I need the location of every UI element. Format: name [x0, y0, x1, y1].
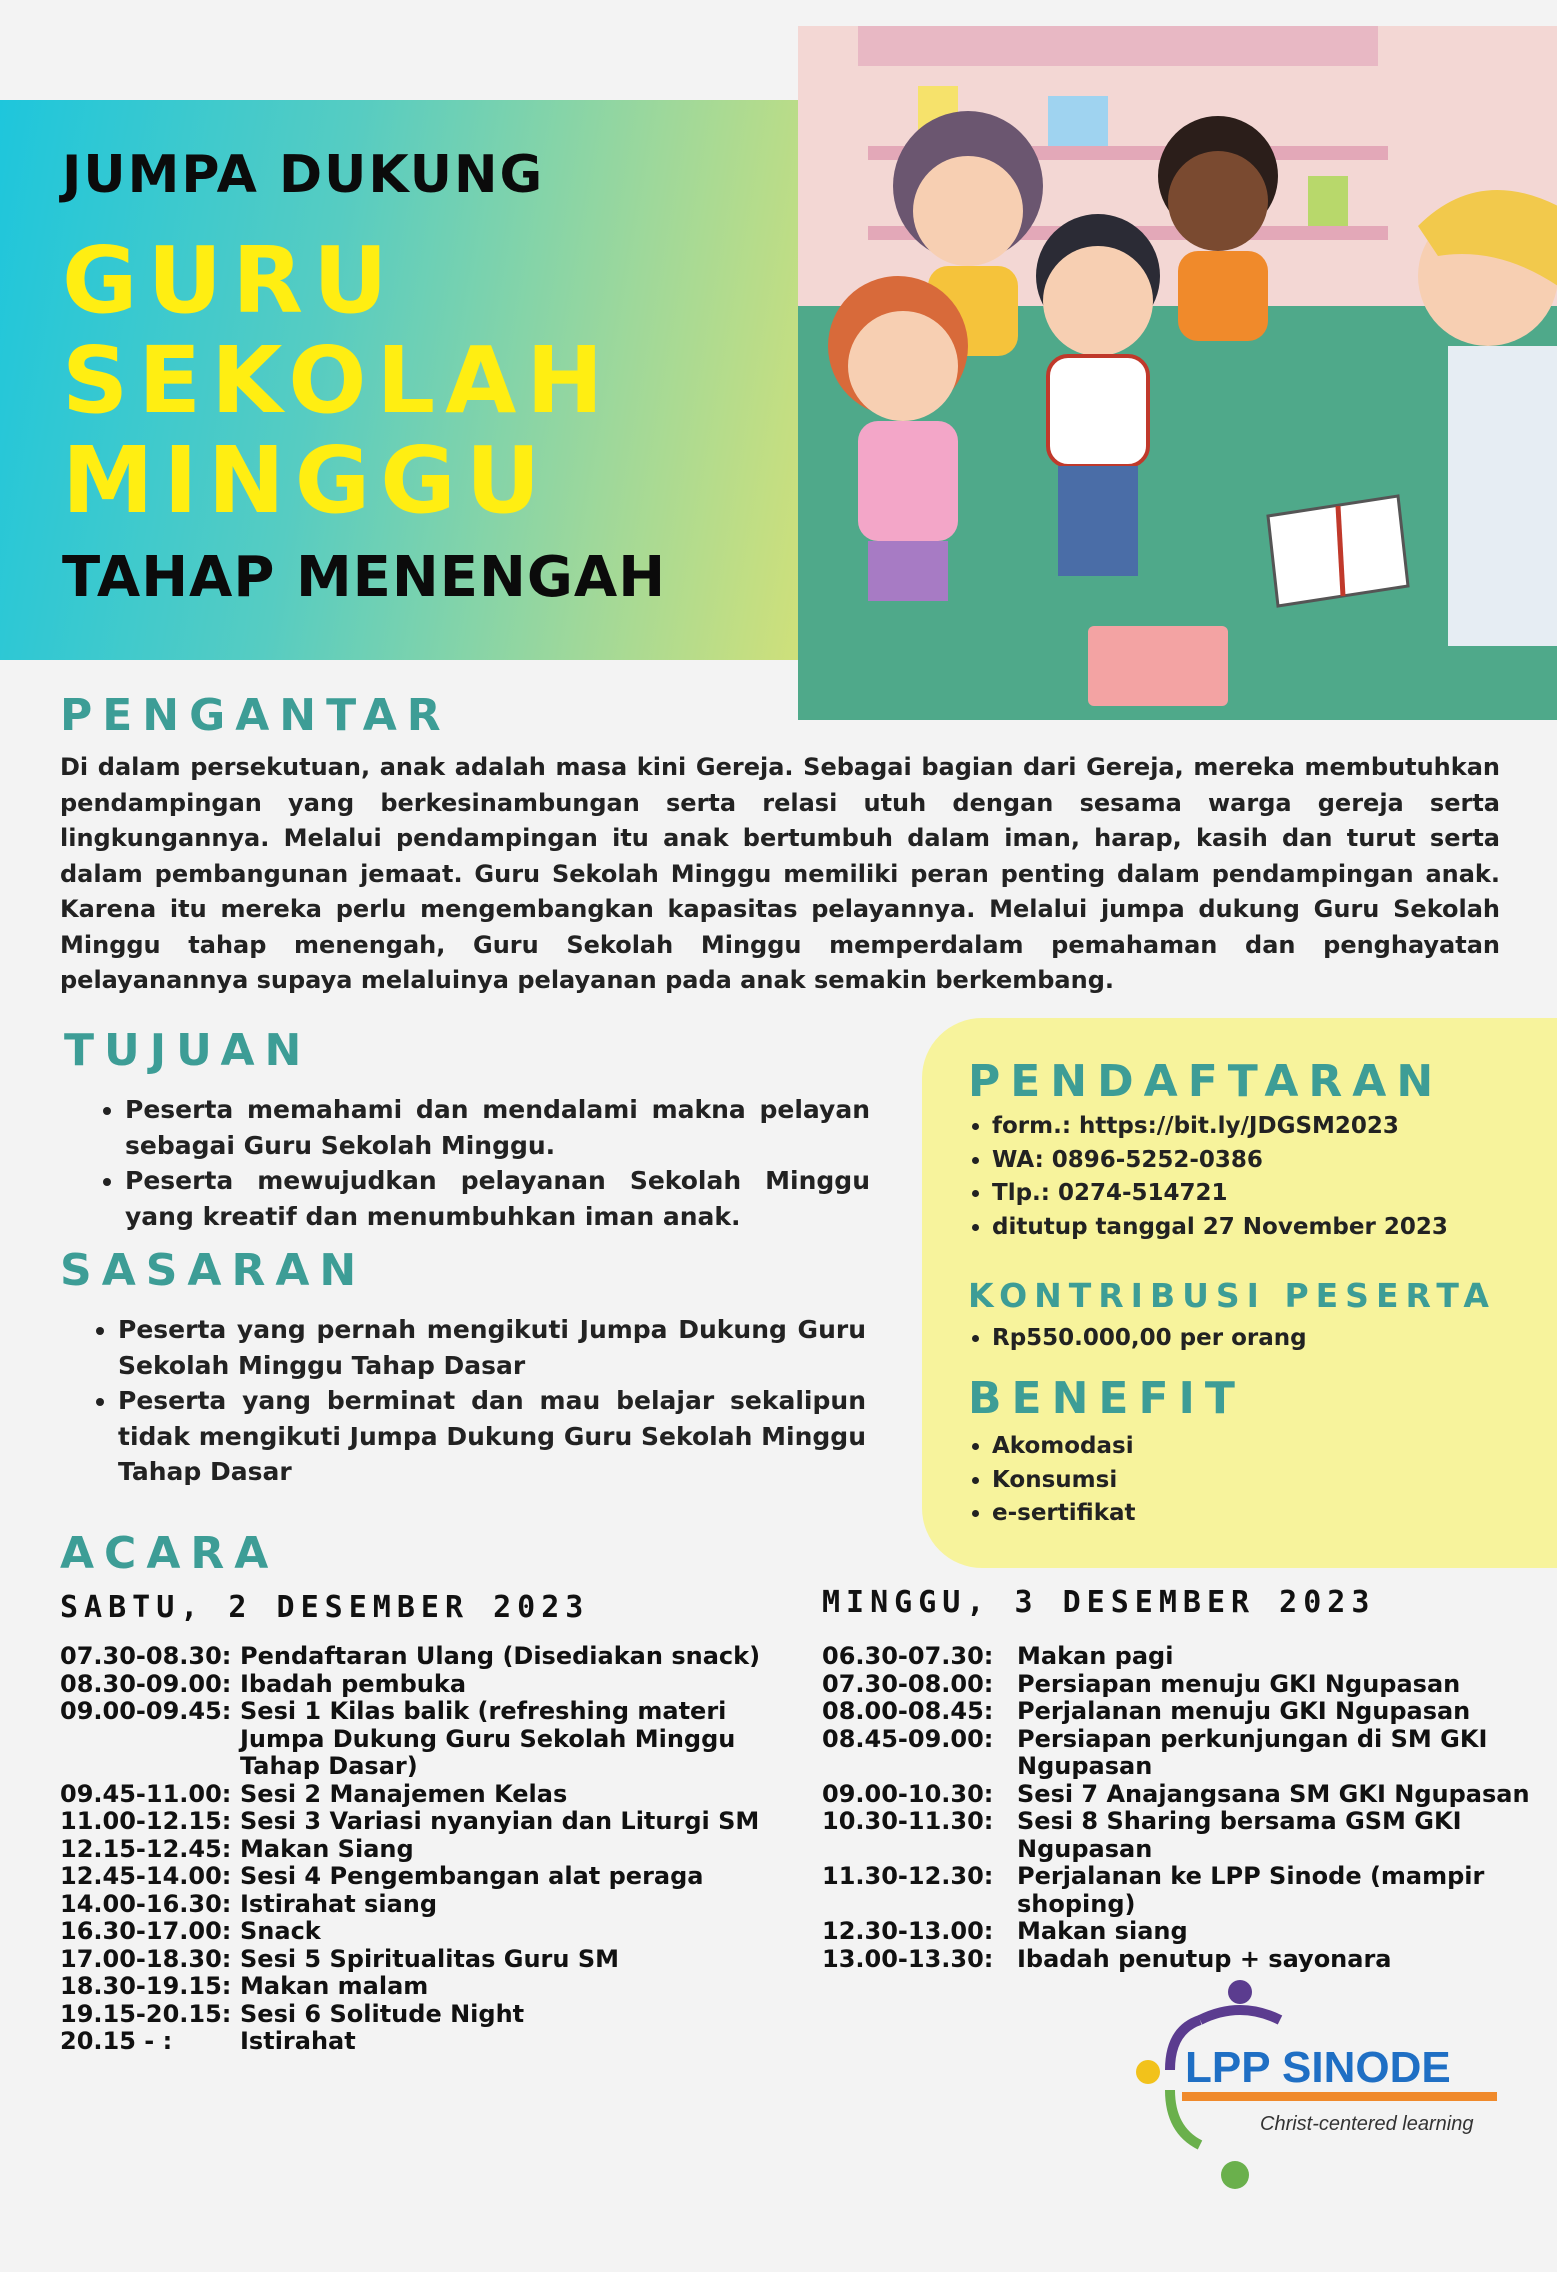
day2-heading: MINGGU, 3 DESEMBER 2023 [822, 1585, 1376, 1620]
tujuan-item: • Peserta memahami dan mendalami makna pelayan sebagai Guru Sekolah Minggu. [125, 1092, 870, 1163]
schedule-row [822, 1918, 1537, 1946]
schedule-activity: Makan Siang [240, 1834, 414, 1863]
schedule-activity: Sesi 8 Sharing bersama GSM GKI Ngupasan [1017, 1807, 1462, 1863]
registration-panel [922, 1018, 1557, 1568]
schedule-activity: Sesi 1 Kilas balik (refreshing materi Jumpa Dukung Guru Sekolah Minggu Tahap Dasar) [240, 1697, 736, 1780]
schedule-row [822, 1671, 1537, 1699]
schedule-time: 12.15-12.45: [60, 1834, 232, 1863]
schedule-activity: Istirahat siang [240, 1889, 438, 1918]
schedule-row [60, 1671, 780, 1699]
schedule-time: 14.00-16.30: [60, 1889, 232, 1918]
logo-name: LPP SINODE [1185, 2043, 1451, 2092]
schedule-time: 13.00-13.30: [822, 1944, 994, 1973]
schedule-activity: Makan malam [240, 1972, 429, 2000]
schedule-row [60, 1973, 780, 2001]
schedule-time: 18.30-19.15: [60, 1972, 232, 2000]
sasaran-item: • Peserta yang berminat dan mau belajar sekalipun tidak mengikuti Jumpa Dukung Guru Sekolah Minggu Tahap Dasar [118, 1383, 866, 1490]
schedule-row [822, 1726, 1537, 1781]
schedule-activity: Ibadah penutup + sayonara [1017, 1944, 1392, 1973]
schedule-time: 08.00-08.45: [822, 1697, 994, 1725]
schedule-row [60, 2028, 780, 2056]
schedule-row [60, 1643, 780, 1671]
schedule-time: 10.30-11.30: [822, 1807, 994, 1835]
pendaftaran-tlp: • Tlp.: 0274-514721 [992, 1177, 1552, 1211]
benefit-item: • Konsumsi [992, 1464, 1552, 1498]
pendaftaran-deadline: • ditutup tanggal 27 November 2023 [992, 1211, 1552, 1245]
schedule-row [60, 1781, 780, 1809]
kontribusi-heading: KONTRIBUSI PESERTA [968, 1276, 1496, 1315]
schedule-activity: Persiapan menuju GKI Ngupasan [1017, 1669, 1461, 1698]
hero-title-line1: JUMPA DUKUNG [62, 145, 545, 205]
schedule-activity: Istirahat [240, 2027, 356, 2055]
schedule-time: 09.00-09.45: [60, 1697, 232, 1725]
schedule-row [60, 1836, 780, 1864]
pengantar-heading: PENGANTAR [60, 690, 451, 741]
schedule-activity: Sesi 3 Variasi nyanyian dan Liturgi SM [240, 1807, 760, 1835]
schedule-activity: Perjalanan menuju GKI Ngupasan [1017, 1697, 1471, 1725]
schedule-activity: Persiapan perkunjungan di SM GKI Ngupasan [1017, 1724, 1488, 1780]
sasaran-list [88, 1312, 866, 1490]
hero-banner [0, 100, 800, 660]
day1-heading: SABTU, 2 DESEMBER 2023 [60, 1590, 590, 1625]
schedule-activity: Sesi 5 Spiritualitas Guru SM [240, 1944, 619, 1973]
hero-title-big-3: MINGGU [62, 427, 551, 534]
schedule-row [60, 1918, 780, 1946]
lpp-sinode-logo [1130, 1980, 1510, 2190]
schedule-row [822, 1863, 1537, 1918]
kontribusi-item: • Rp550.000,00 per orang [992, 1322, 1552, 1356]
day1-schedule [60, 1643, 780, 2056]
schedule-time: 19.15-20.15: [60, 1999, 232, 2028]
schedule-time: 09.45-11.00: [60, 1779, 232, 1808]
schedule-row [60, 1808, 780, 1836]
benefit-list [962, 1430, 1552, 1531]
hero-title-big-2: SEKOLAH [62, 327, 614, 434]
schedule-row [60, 1946, 780, 1974]
sasaran-heading: SASARAN [60, 1245, 367, 1296]
pendaftaran-form-link[interactable]: • form.: https://bit.ly/JDGSM2023 [992, 1110, 1552, 1144]
schedule-row [822, 1643, 1537, 1671]
schedule-activity: Ibadah pembuka [240, 1669, 467, 1698]
schedule-time: 16.30-17.00: [60, 1917, 232, 1945]
schedule-activity: Makan siang [1017, 1917, 1188, 1945]
schedule-time: 12.45-14.00: [60, 1862, 232, 1890]
schedule-time: 11.30-12.30: [822, 1862, 994, 1890]
pengantar-text: Di dalam persekutuan, anak adalah masa kini Gereja. Sebagai bagian dari Gereja, mereka membutuhkan pendampingan yang berkesinambungan serta relasi utuh dengan sesama warga gereja serta lingkungannya. Melalui pendampingan itu anak bertumbuh dalam iman, harap, kasih dan turut serta dalam pembangunan jemaat. Guru Sekolah Minggu memiliki peran penting dalam pendampingan anak. Karena itu mereka perlu mengembangkan kapasitas pelayannya. Melalui jumpa dukung Guru Sekolah Minggu tahap menengah, Guru Sekolah Minggu memperdalam pemahaman dan penghayatan pelayanannya supaya melaluinya pelayanan pada anak semakin berkembang. [60, 753, 1500, 994]
pendaftaran-heading: PENDAFTARAN [968, 1056, 1444, 1107]
benefit-heading: BENEFIT [968, 1373, 1245, 1424]
schedule-time: 07.30-08.30: [60, 1642, 232, 1670]
hero-subtitle: TAHAP MENENGAH [62, 545, 667, 610]
day2-schedule [822, 1643, 1537, 1973]
benefit-item: • e-sertifikat [992, 1497, 1552, 1531]
schedule-activity: Snack [240, 1917, 321, 1945]
schedule-time: 12.30-13.00: [822, 1917, 994, 1945]
hero-title-big-1: GURU [62, 227, 398, 334]
schedule-row [60, 1891, 780, 1919]
schedule-time: 17.00-18.30: [60, 1944, 232, 1973]
schedule-time: 08.45-09.00: [822, 1724, 994, 1753]
schedule-activity: Sesi 6 Solitude Night [240, 1999, 525, 2028]
sasaran-item: • Peserta yang pernah mengikuti Jumpa Dukung Guru Sekolah Minggu Tahap Dasar [118, 1312, 866, 1383]
schedule-time: 06.30-07.30: [822, 1642, 994, 1670]
pendaftaran-wa: • WA: 0896-5252-0386 [992, 1144, 1552, 1178]
schedule-time: 11.00-12.15: [60, 1807, 232, 1835]
schedule-time: 08.30-09.00: [60, 1669, 232, 1698]
schedule-row [822, 1808, 1537, 1863]
schedule-row [60, 1698, 780, 1781]
schedule-time: 07.30-08.00: [822, 1669, 994, 1698]
tujuan-item: • Peserta mewujudkan pelayanan Sekolah Minggu yang kreatif dan menumbuhkan iman anak. [125, 1163, 870, 1234]
benefit-item: • Akomodasi [992, 1430, 1552, 1464]
schedule-row [822, 1698, 1537, 1726]
tujuan-list [95, 1092, 870, 1234]
logo-tagline: Christ-centered learning [1260, 2113, 1474, 2135]
schedule-row [822, 1781, 1537, 1809]
schedule-activity: Sesi 2 Manajemen Kelas [240, 1779, 568, 1808]
classroom-illustration [798, 26, 1557, 720]
schedule-time: 09.00-10.30: [822, 1779, 994, 1808]
schedule-activity: Sesi 4 Pengembangan alat peraga [240, 1862, 704, 1890]
acara-heading: ACARA [60, 1528, 279, 1579]
pendaftaran-list [962, 1110, 1552, 1244]
schedule-activity: Sesi 7 Anajangsana SM GKI Ngupasan [1017, 1779, 1530, 1808]
tujuan-heading: TUJUAN [64, 1025, 312, 1076]
schedule-row [60, 1863, 780, 1891]
schedule-row [822, 1946, 1537, 1974]
schedule-time: 20.15 - : [60, 2027, 173, 2055]
schedule-activity: Perjalanan ke LPP Sinode (mampir shoping) [1017, 1862, 1485, 1918]
schedule-row [60, 2001, 780, 2029]
schedule-activity: Pendaftaran Ulang (Disediakan snack) [240, 1642, 761, 1670]
schedule-activity: Makan pagi [1017, 1642, 1174, 1670]
kontribusi-list [962, 1322, 1552, 1356]
